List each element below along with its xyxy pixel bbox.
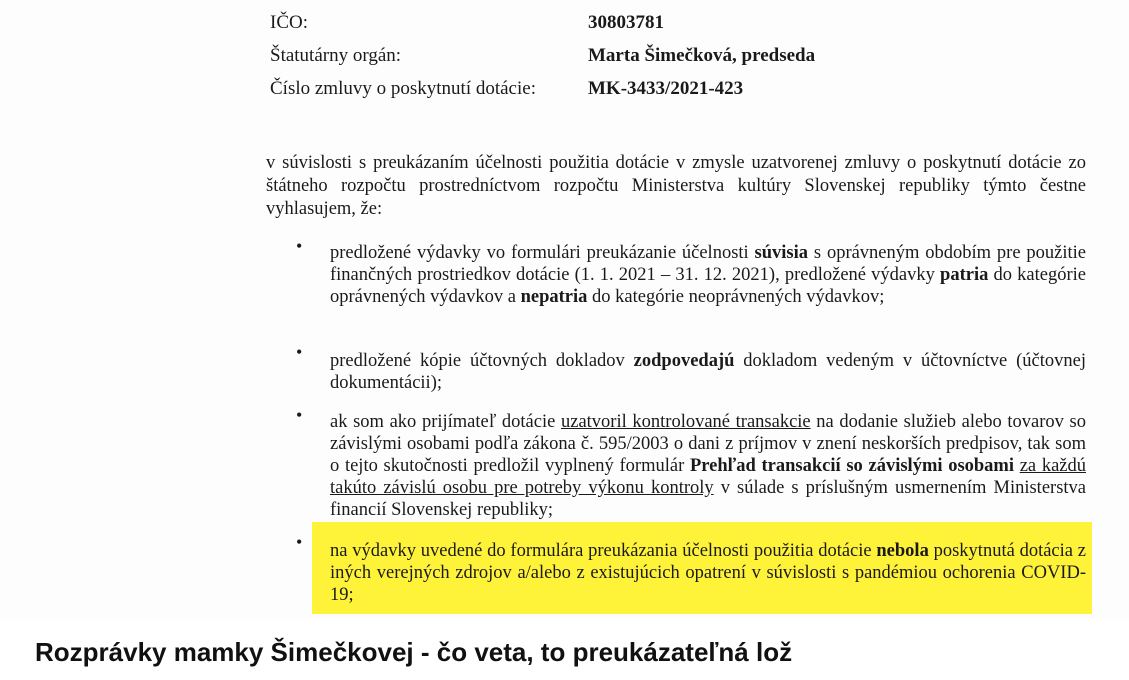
bullet-icon: • (296, 405, 303, 425)
contract-number-label: Číslo zmluvy o poskytnutí dotácie: (270, 78, 536, 99)
ico-value: 30803781 (588, 12, 664, 33)
declaration-item-highlighted: na výdavky uvedené do formulára preukázania účelnosti použitia dotácie nebola poskytnutá dotácia z iných verejných zdrojov a/alebo z existujúcich opatrení v súvislosti s pandémiou ochorenia COVID- 19; (330, 541, 1086, 605)
bullet-icon: • (296, 342, 303, 362)
declaration-item: ak som ako prijímateľ dotácie uzatvoril kontrolované transakcie na dodanie služieb alebo tovarov so závislými osobami podľa zákona č. 595/2003 o dani z príjmov v znení neskorších predpisov, tak som o tejto skutočnosti predložil vyplnený formulár Prehľad transakcií so závislými osobami za každú takúto závislú osobu pre potreby výkonu kontroly v súlade s príslušným usmernením Ministerstva financií Slovenskej republiky; (330, 412, 1086, 520)
statutory-body-label: Štatutárny orgán: (270, 45, 402, 66)
declaration-item: predložené výdavky vo formulári preukázanie účelnosti súvisia s oprávneným obdobím pre použitie finančných prostriedkov dotácie (1. 1. 2021 – 31. 12. 2021), predložené výdavky patria do kategórie oprávnených výdavkov a nepatria do kategórie neoprávnených výdavkov; (330, 243, 1086, 307)
contract-number-value: MK-3433/2021-423 (588, 78, 744, 99)
intro-paragraph: v súvislosti s preukázaním účelnosti použitia dotácie v zmysle uzatvorenej zmluvy o poskytnutí dotácie zo štátneho rozpočtu prostredníctvom rozpočtu Ministerstva kultúry Slovenskej republiky týmto čestne vyhlasujem, že: (266, 153, 1086, 219)
statutory-body-value: Marta Šimečková, predseda (588, 45, 816, 66)
ico-label: IČO: (270, 12, 308, 33)
bullet-icon: • (296, 532, 303, 552)
page-title: Rozprávky mamky Šimečkovej - čo veta, to preukázateľná lož (35, 637, 793, 667)
declaration-item: predložené kópie účtovných dokladov zodpovedajú dokladom vedeným v účtovníctve (účtovnej dokumentácii); (330, 351, 1086, 393)
bullet-icon: • (296, 236, 303, 256)
